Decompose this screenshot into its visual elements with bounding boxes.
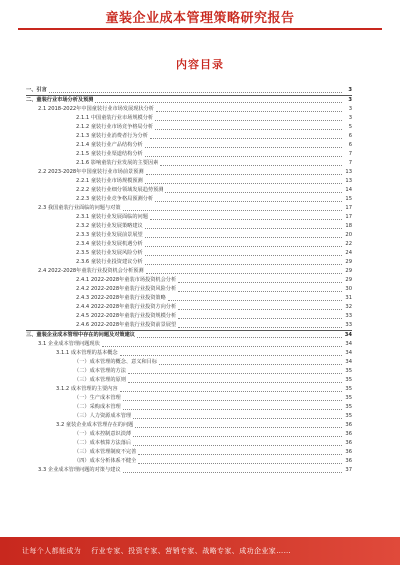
toc-page-number: 32 — [345, 304, 352, 310]
toc-page-number: 13 — [345, 169, 352, 175]
toc-entry[interactable] — [26, 330, 352, 340]
toc-entry-title: 三、童装企业成本管理中存在的问题及对策建议 — [26, 332, 135, 338]
toc-entry[interactable] — [26, 358, 352, 367]
toc-entry-title: （四）成本分析体系不健全 — [74, 458, 137, 464]
footer-banner — [0, 537, 400, 565]
toc-entry-title: （三）成本管理的原则 — [74, 377, 126, 383]
toc-entry-title: 2.1.3 童装行业消费者行为分析 — [76, 133, 148, 139]
toc-entry[interactable] — [26, 123, 352, 132]
toc-entry-title: （一）成本管理的概念、意义和目标 — [74, 359, 158, 365]
toc-entry-title: 2.4 2022-2028年童装行业投资机会分析预测 — [38, 268, 144, 274]
toc-leader-dots — [145, 183, 342, 184]
toc-leader-dots — [133, 445, 342, 446]
toc-entry-title: 2.3.4 童装行业发展机遇分析 — [76, 241, 143, 247]
toc-entry-title: 2.3.3 童装行业发展前景展望 — [76, 232, 143, 238]
toc-entry[interactable] — [26, 177, 352, 186]
toc-entry-title: 2.4.4 2022-2028年童装行业投资方向分析 — [76, 304, 177, 310]
toc-page-number: 5 — [348, 124, 352, 130]
toc-entry-title: 2.4.6 2022-2028年童装行业投资前景展望 — [76, 322, 177, 328]
toc-page-number: 35 — [345, 377, 352, 383]
toc-entry[interactable] — [26, 213, 352, 222]
toc-entry-title: 2.4.2 2022-2028年童装行业投资风险分析 — [76, 286, 177, 292]
toc-page-number: 34 — [344, 332, 352, 338]
toc-entry-title: 2.3.1 童装行业发展面临的问题 — [76, 214, 148, 220]
toc-page-number: 14 — [345, 187, 352, 193]
toc-page-number: 15 — [345, 196, 352, 202]
toc-entry[interactable] — [26, 312, 352, 321]
toc-page-number: 29 — [345, 259, 352, 265]
toc-page-number: 3 — [348, 87, 352, 93]
toc-entry-title: （一）成本控制意识淡薄 — [74, 431, 132, 437]
toc-entry-title: （二）采购成本管理 — [74, 404, 121, 410]
toc-entry[interactable] — [26, 457, 352, 466]
toc-leader-dots — [137, 337, 342, 338]
toc-entry[interactable] — [26, 204, 352, 213]
toc-leader-dots — [178, 327, 342, 328]
toc-entry-title: 2.2.2 童装行业细分领域发展趋势预测 — [76, 187, 164, 193]
report-title: 童装企业成本管理策略研究报告 — [105, 11, 295, 26]
toc-leader-dots — [135, 427, 342, 428]
toc-leader-dots — [155, 129, 342, 130]
toc-entry-title: （二）成本管理的方法 — [74, 368, 126, 374]
toc-leader-dots — [145, 264, 342, 265]
toc-leader-dots — [150, 138, 342, 139]
footer-slogan-right: 行业专家、投资专家、营销专家、战略专家、成功企业家…… — [91, 547, 292, 555]
toc-leader-dots — [49, 92, 342, 93]
toc-entry[interactable] — [26, 105, 352, 114]
toc-entry-title: 2.2.3 童装行业竞争格局预测分析 — [76, 196, 154, 202]
toc-page-number: 36 — [345, 458, 352, 464]
toc-entry-title: 2.1 2018-2022年中国童装行业市场发展现状分析 — [38, 106, 154, 112]
toc-page-number: 36 — [345, 449, 352, 455]
toc-page-number: 22 — [345, 241, 352, 247]
toc-page-number: 34 — [345, 359, 352, 365]
toc-leader-dots — [146, 174, 342, 175]
toc-leader-dots — [138, 454, 342, 455]
toc-entry-title: （二）成本核算方法落后 — [74, 440, 132, 446]
toc-entry[interactable] — [26, 258, 352, 267]
toc-entry-title: 2.3.2 童装行业发展策略建议 — [76, 223, 143, 229]
toc-entry[interactable] — [26, 321, 352, 330]
toc-entry[interactable] — [26, 285, 352, 294]
toc-page-number: 6 — [348, 133, 352, 139]
toc-entry[interactable] — [26, 249, 352, 258]
toc-leader-dots — [145, 156, 342, 157]
toc-entry[interactable] — [26, 186, 352, 195]
toc-entry-title: （一）生产成本管理 — [74, 395, 121, 401]
toc-leader-dots — [95, 102, 342, 103]
toc-leader-dots — [120, 355, 342, 356]
toc-entry[interactable] — [26, 294, 352, 303]
toc-entry[interactable] — [26, 240, 352, 249]
toc-entry-title: 2.3 我国童装行业面临的问题与对策 — [38, 205, 121, 211]
toc-entry-title: 2.4.1 2022-2028年童装市场投资机会分析 — [76, 277, 177, 283]
toc-entry-title: 2.1.1 中国童装行业市场规模分析 — [76, 115, 154, 121]
toc-entry[interactable] — [26, 349, 352, 358]
toc-page-number: 31 — [345, 295, 352, 301]
toc-leader-dots — [146, 273, 342, 274]
toc-heading: 内容目录 — [176, 58, 224, 71]
toc-entry-title: 2.1.6 影响童装行业发展的主要因素 — [76, 160, 159, 166]
toc-entry-title: 2.1.4 童装行业产品结构分析 — [76, 142, 143, 148]
toc-leader-dots — [145, 237, 342, 238]
toc-leader-dots — [145, 228, 342, 229]
toc-leader-dots — [123, 210, 342, 211]
toc-page-number: 36 — [345, 422, 352, 428]
toc-entry-title: 一、引言 — [26, 87, 47, 93]
header-divider — [18, 28, 382, 30]
toc-entry-title: （三）人力资源成本管理 — [74, 413, 132, 419]
toc-entry-title: （三）成本管理制度不完善 — [74, 449, 137, 455]
toc-entry[interactable] — [26, 376, 352, 385]
toc-page-number: 30 — [345, 286, 352, 292]
toc-leader-dots — [102, 346, 342, 347]
toc-leader-dots — [178, 291, 342, 292]
toc-leader-dots — [145, 255, 342, 256]
toc-entry[interactable] — [26, 276, 352, 285]
toc-entry[interactable] — [26, 394, 352, 403]
toc-entry-title: 2.4.5 2022-2028年童装行业投资规模分析 — [76, 313, 177, 319]
toc-entry[interactable] — [26, 303, 352, 312]
toc-entry[interactable] — [26, 150, 352, 159]
toc-page-number: 37 — [345, 467, 352, 473]
toc-page-number: 24 — [345, 250, 352, 256]
toc-page-number: 33 — [345, 322, 352, 328]
toc-entry-title: 3.1 企业成本管理问题现状 — [38, 341, 100, 347]
toc-entry[interactable] — [26, 421, 352, 430]
toc-entry-title: 二、童装行业市场分析及预测 — [26, 97, 94, 103]
toc-entry-title: 3.1.2 成本管理的主要内容 — [56, 386, 118, 392]
toc-entry[interactable] — [26, 95, 352, 105]
toc-entry-title: 2.3.6 童装行业投资建议分析 — [76, 259, 143, 265]
toc-leader-dots — [155, 201, 342, 202]
toc-entry[interactable] — [26, 222, 352, 231]
toc-page-number: 3 — [348, 106, 352, 112]
toc-page-number: 17 — [345, 205, 352, 211]
toc-page-number: 7 — [348, 151, 352, 157]
toc-leader-dots — [120, 391, 342, 392]
footer-slogan-left: 让每个人都能成为 — [22, 547, 82, 555]
toc-leader-dots — [133, 418, 342, 419]
toc-entry[interactable] — [26, 231, 352, 240]
toc-page-number: 18 — [345, 223, 352, 229]
toc-leader-dots — [178, 309, 342, 310]
toc-entry-title: 3.3 企业成本管理问题的对策与建议 — [38, 467, 121, 473]
toc-entry-title: 2.4.3 2022-2028年童装行业投资策略 — [76, 295, 166, 301]
toc-entry[interactable] — [26, 195, 352, 204]
toc-page-number: 35 — [345, 386, 352, 392]
toc-page-number: 7 — [348, 160, 352, 166]
toc-leader-dots — [155, 120, 342, 121]
toc-page-number: 35 — [345, 413, 352, 419]
toc-entry[interactable] — [26, 385, 352, 394]
toc-leader-dots — [128, 382, 342, 383]
toc-leader-dots — [160, 165, 342, 166]
toc-entry[interactable] — [26, 403, 352, 412]
toc-page-number: 17 — [345, 214, 352, 220]
toc-leader-dots — [145, 246, 342, 247]
toc-page-number: 34 — [345, 350, 352, 356]
toc-entry[interactable] — [26, 132, 352, 141]
toc-page-number: 35 — [345, 395, 352, 401]
toc-leader-dots — [159, 364, 342, 365]
footer-text — [22, 546, 291, 556]
toc-page-number: 36 — [345, 440, 352, 446]
toc-entry[interactable] — [26, 86, 352, 95]
toc-entry-title: 2.2.1 童装行业市场规模预测 — [76, 178, 143, 184]
toc-leader-dots — [123, 400, 342, 401]
toc-leader-dots — [123, 472, 342, 473]
toc-page-number: 13 — [345, 178, 352, 184]
toc-entry[interactable] — [26, 168, 352, 177]
toc-page-number: 35 — [345, 368, 352, 374]
toc-entry[interactable] — [26, 430, 352, 439]
toc-leader-dots — [133, 436, 342, 437]
toc-page-number: 29 — [345, 268, 352, 274]
toc-page-number: 33 — [345, 313, 352, 319]
toc-page-number: 3 — [348, 115, 352, 121]
toc-page-number: 35 — [345, 404, 352, 410]
toc-leader-dots — [123, 409, 342, 410]
toc-entry-title: 2.1.5 童装行业渠道结构分析 — [76, 151, 143, 157]
toc-entry[interactable] — [26, 141, 352, 150]
toc-leader-dots — [150, 219, 342, 220]
toc-entry-title: 3.1.1 成本管理的基本概念 — [56, 350, 118, 356]
report-header — [0, 0, 400, 30]
toc-entry[interactable] — [26, 340, 352, 349]
toc-leader-dots — [168, 300, 342, 301]
toc-leader-dots — [165, 192, 342, 193]
toc-page-number: 3 — [348, 97, 352, 103]
toc-page-number: 6 — [348, 142, 352, 148]
toc-page-number: 20 — [345, 232, 352, 238]
toc-leader-dots — [138, 463, 342, 464]
toc-entry[interactable] — [26, 367, 352, 376]
toc-entry-title: 2.1.2 童装行业市场竞争格局分析 — [76, 124, 154, 130]
toc-entry[interactable] — [26, 114, 352, 123]
toc-entry-title: 2.2 2023-2028年中国童装行业市场前景预测 — [38, 169, 144, 175]
toc-leader-dots — [156, 111, 342, 112]
toc-page-number: 36 — [345, 431, 352, 437]
toc-entry[interactable] — [26, 466, 352, 475]
toc-leader-dots — [178, 282, 342, 283]
toc-page-number: 34 — [345, 341, 352, 347]
toc-page-number: 29 — [345, 277, 352, 283]
toc-entry[interactable] — [26, 439, 352, 448]
toc-entry[interactable] — [26, 412, 352, 421]
toc-leader-dots — [128, 373, 342, 374]
toc-entry-title: 2.3.5 童装行业发展风险分析 — [76, 250, 143, 256]
table-of-contents — [26, 86, 352, 475]
toc-leader-dots — [145, 147, 342, 148]
toc-entry[interactable] — [26, 448, 352, 457]
toc-leader-dots — [178, 318, 342, 319]
toc-entry-title: 3.2 童装企业成本管理存在的问题 — [56, 422, 134, 428]
toc-entry[interactable] — [26, 267, 352, 276]
toc-entry[interactable] — [26, 159, 352, 168]
